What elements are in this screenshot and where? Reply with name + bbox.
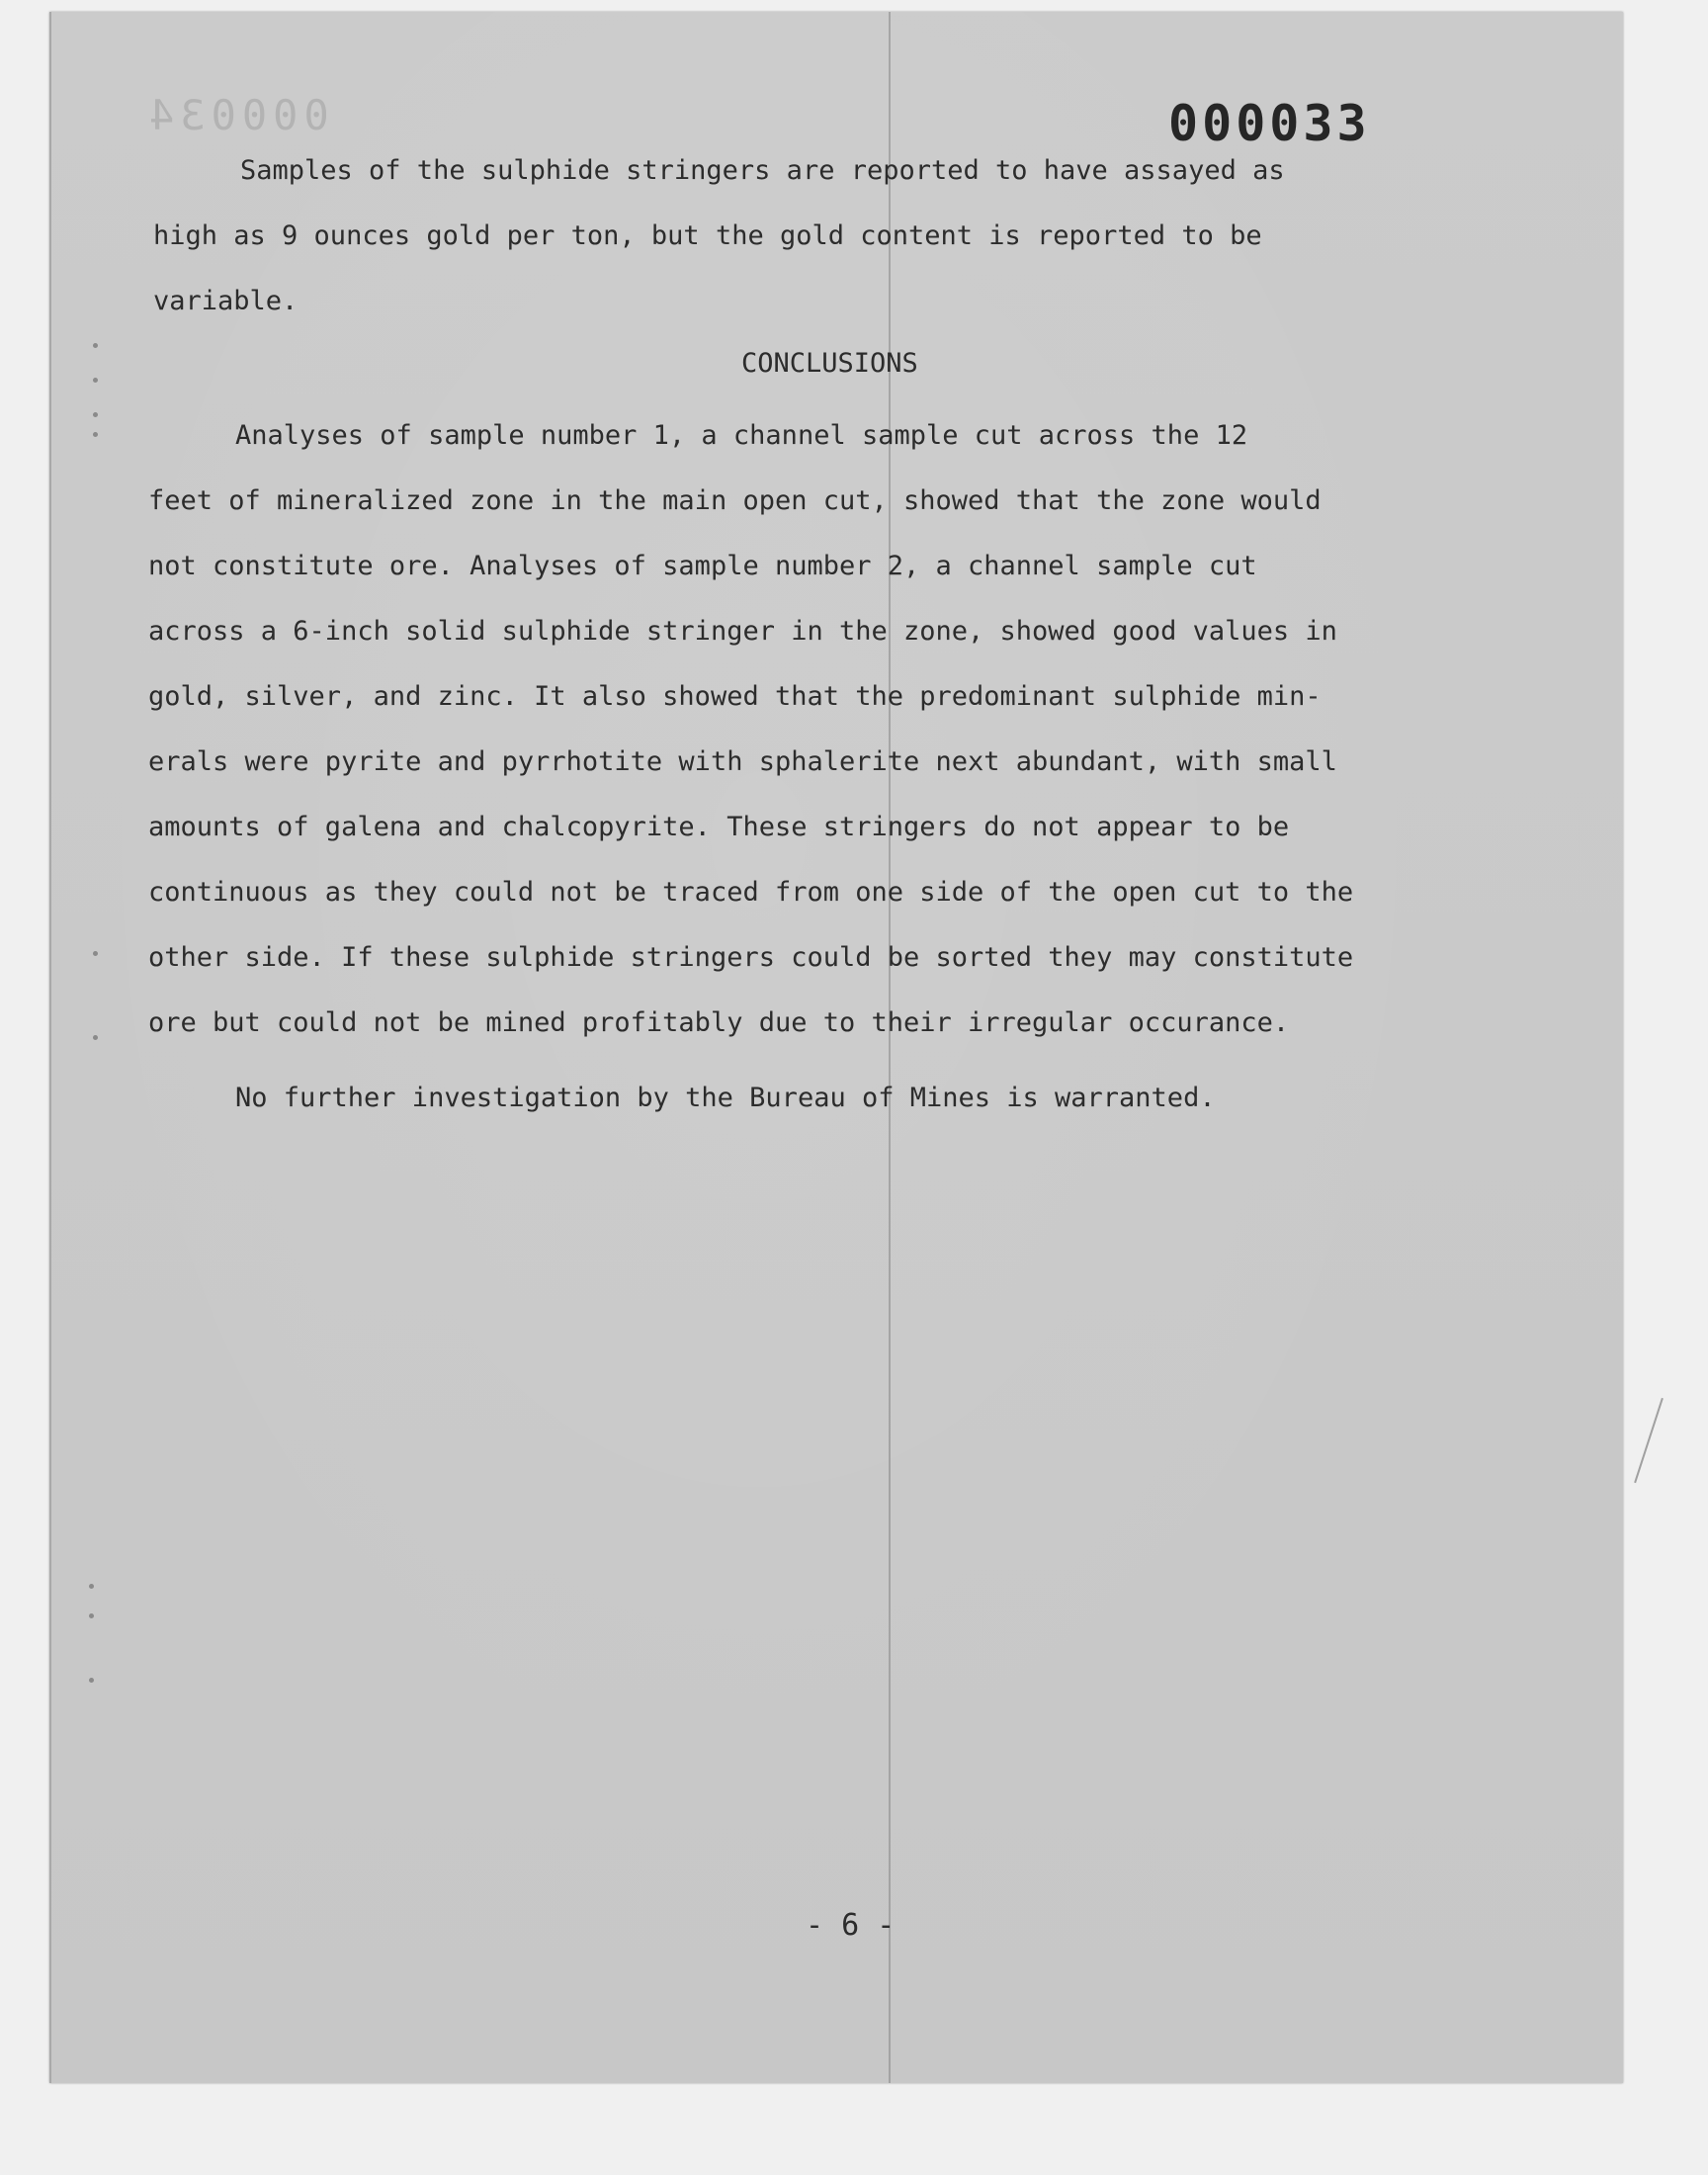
text-line: No further investigation by the Bureau of Mines is warranted. — [235, 1083, 1216, 1113]
paragraph-conclusions — [148, 403, 1433, 1056]
bleed-through-page-id: 000034 — [143, 91, 329, 139]
text-line: Analyses of sample number 1, a channel sample cut across the 12 — [235, 420, 1248, 451]
margin-dot — [93, 432, 98, 437]
text-line: high as 9 ounces gold per ton, but the gold content is reported to be — [153, 220, 1262, 251]
page-id-stamp: 000033 — [1168, 95, 1371, 152]
margin-dot — [93, 412, 98, 417]
margin-dot — [93, 951, 98, 956]
text-line: feet of mineralized zone in the main open cut, showed that the zone would — [148, 485, 1322, 516]
section-heading: CONCLUSIONS — [741, 348, 918, 379]
text-line: across a 6-inch solid sulphide stringer in the zone, showed good values in — [148, 616, 1337, 647]
page-number: - 6 - — [806, 1908, 896, 1943]
text-line: erals were pyrite and pyrrhotite with sphalerite next abundant, with small — [148, 746, 1337, 777]
margin-dot — [93, 343, 98, 348]
text-line: gold, silver, and zinc. It also showed that the predominant sulphide min- — [148, 681, 1322, 712]
text-line: other side. If these sulphide stringers could be sorted they may constitute — [148, 942, 1354, 973]
edge-mark — [1634, 1398, 1664, 1483]
paragraph-samples — [153, 138, 1438, 334]
text-line: not constitute ore. Analyses of sample number 2, a channel sample cut — [148, 551, 1257, 581]
margin-dot — [89, 1613, 94, 1618]
text-line: ore but could not be mined profitably due to their irregular occurance. — [148, 1007, 1290, 1038]
text-line: variable. — [153, 286, 299, 316]
paragraph-final — [148, 1066, 1433, 1131]
margin-dot — [93, 1035, 98, 1040]
margin-dot — [89, 1678, 94, 1683]
margin-dot — [93, 378, 98, 383]
text-line: continuous as they could not be traced from one side of the open cut to the — [148, 877, 1354, 908]
margin-dot — [89, 1584, 94, 1589]
text-line: Samples of the sulphide stringers are reported to have assayed as — [240, 155, 1285, 186]
text-line: amounts of galena and chalcopyrite. These stringers do not appear to be — [148, 812, 1290, 842]
